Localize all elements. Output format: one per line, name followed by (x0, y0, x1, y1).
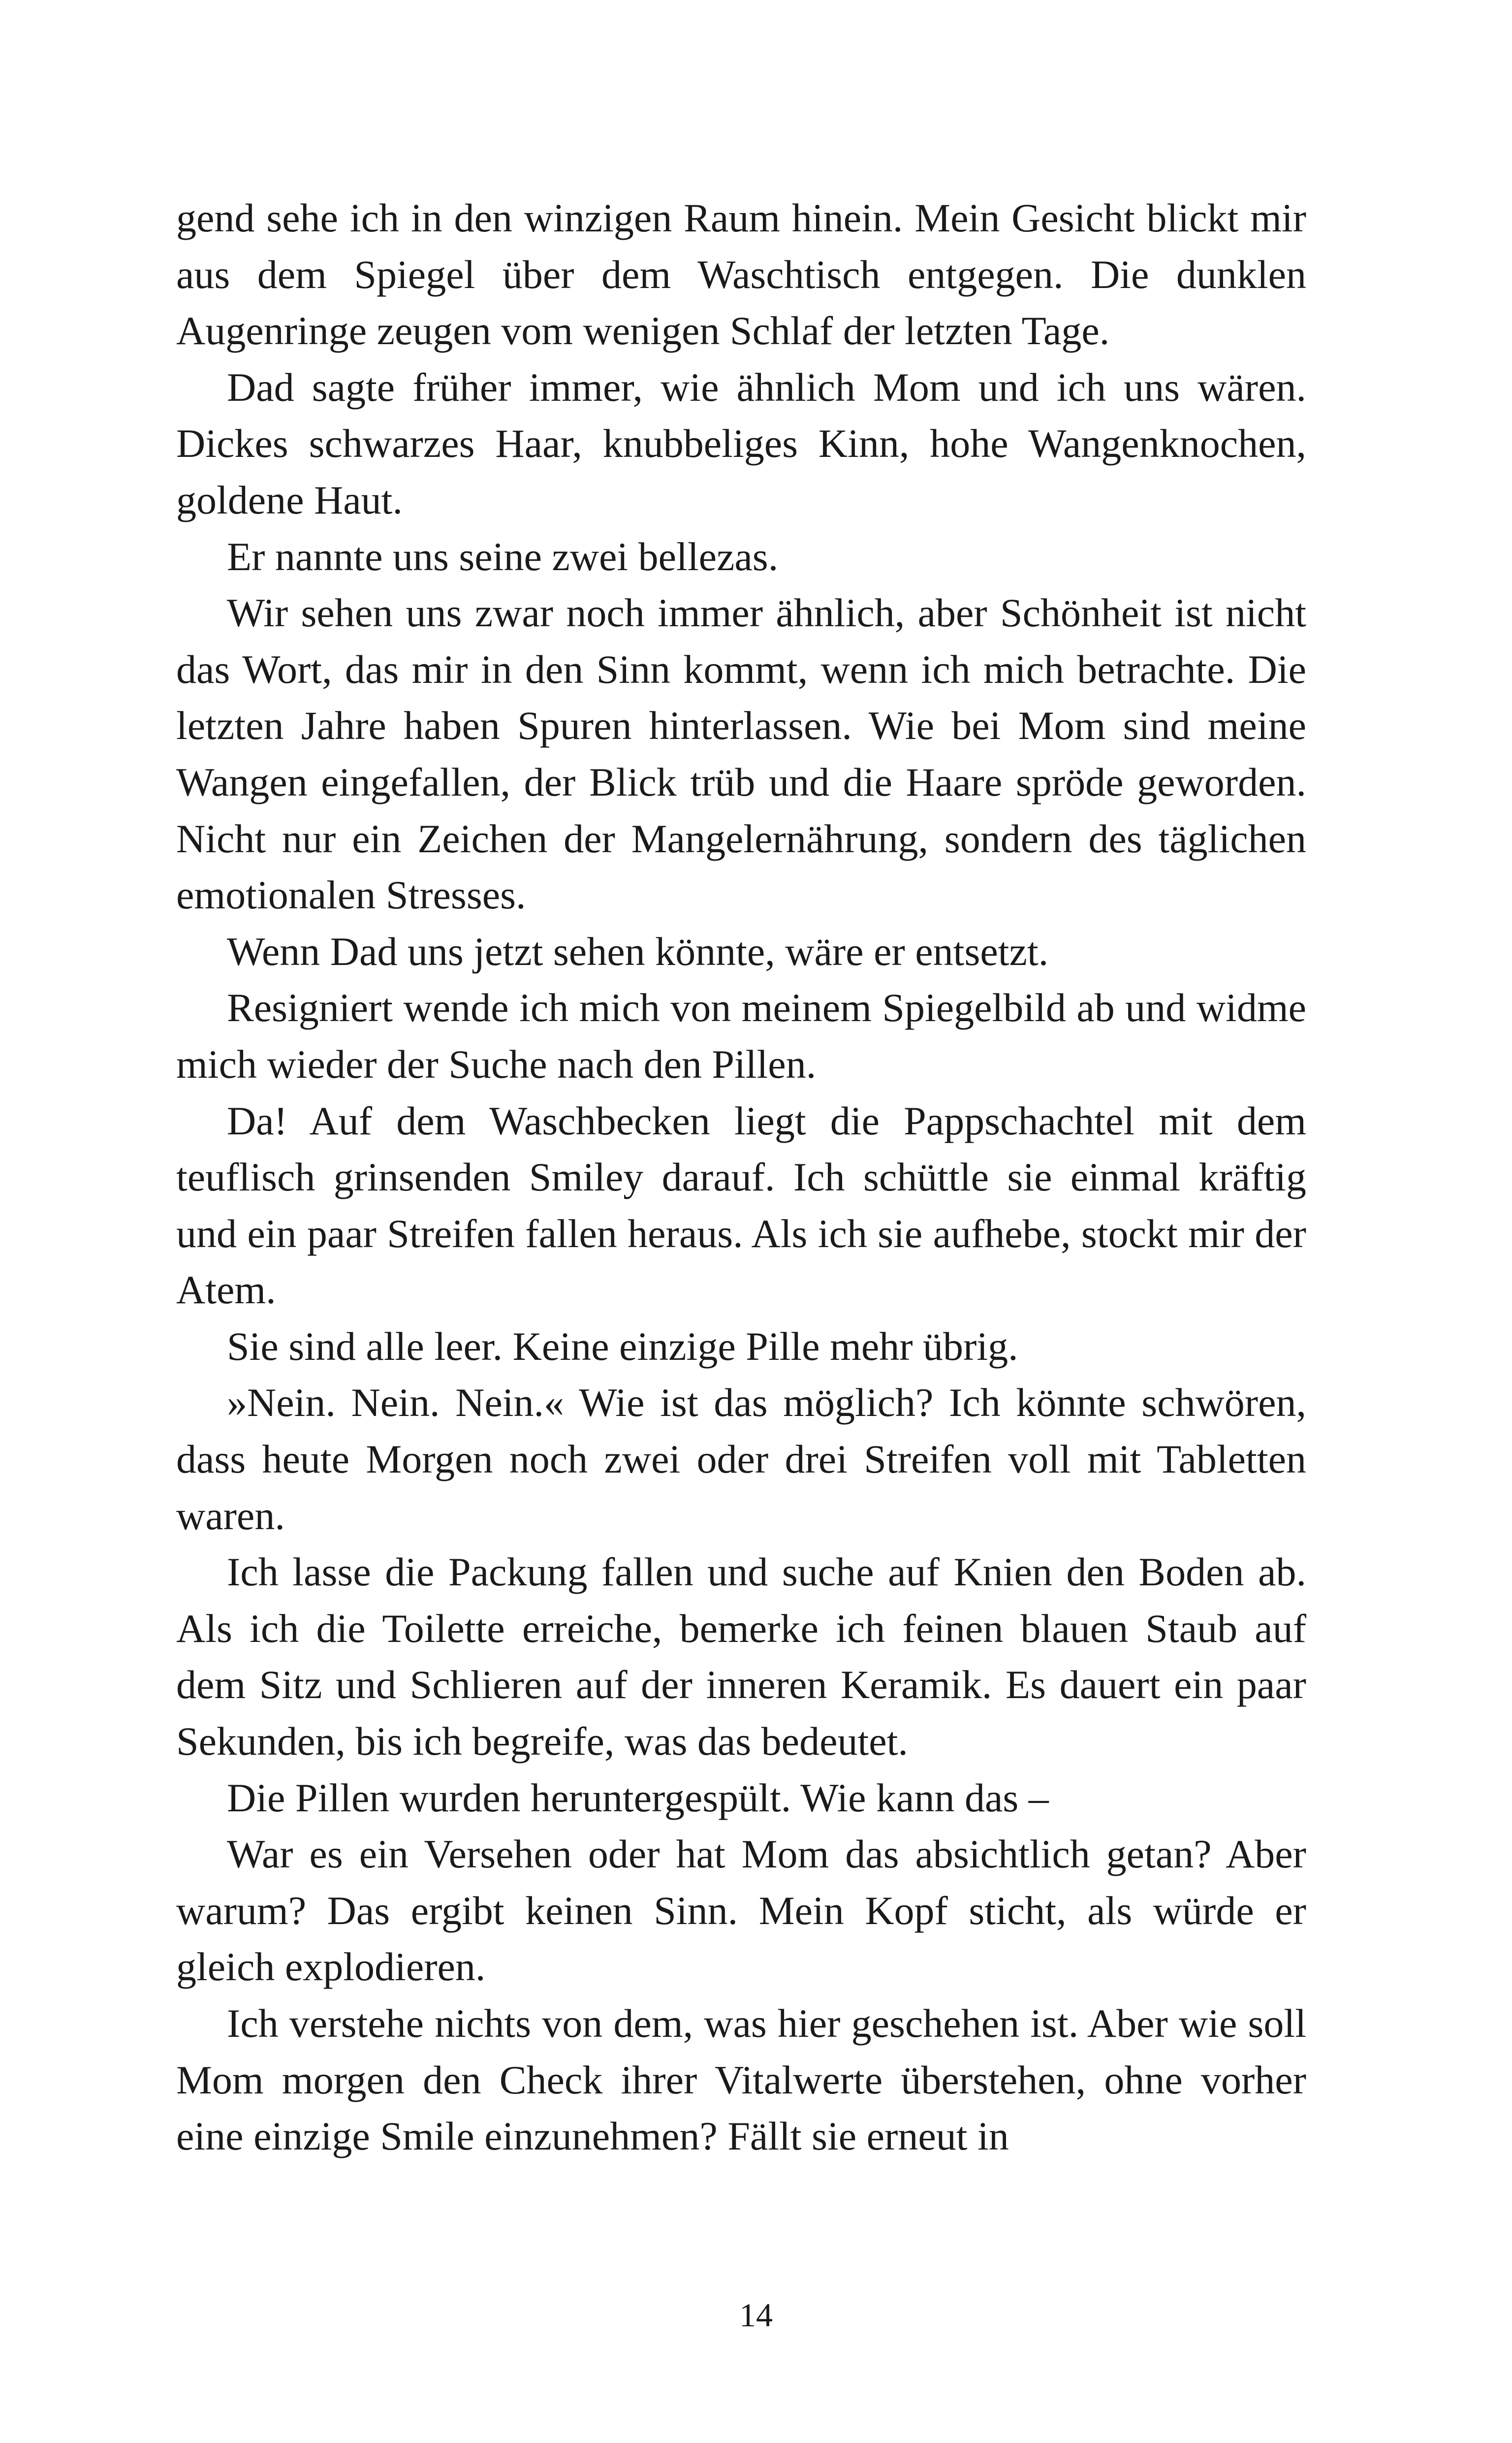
paragraph: Sie sind alle leer. Keine einzige Pille mehr übrig. (227, 1323, 1018, 1369)
paragraph: Da! Auf dem Waschbecken liegt die Pappschachtel mit dem teuflisch grinsenden Smiley darauf. Ich schüttle sie einmal kräftig und ein paar Streifen fallen heraus. Als ich sie aufhebe, stockt mir der Atem. (176, 1098, 1306, 1313)
paragraph: War es ein Versehen oder hat Mom das absichtlich getan? Aber warum? Das ergibt keinen Sinn. Mein Kopf sticht, als würde er gleich explodieren. (176, 1832, 1306, 1990)
paragraph: Wir sehen uns zwar noch immer ähnlich, aber Schönheit ist nicht das Wort, das mir in den Sinn kommt, wenn ich mich betrachte. Die letzten Jahre haben Spuren hinterlassen. Wie bei Mom sind meine Wangen eingefallen, der Blick trüb und die Haare spröde geworden. Nicht nur ein Zeichen der Mangelernährung, sondern des täglichen emotionalen Stresses. (176, 590, 1306, 918)
body-text (176, 190, 1306, 2165)
page-number: 14 (739, 2296, 773, 2334)
paragraph: Dad sagte früher immer, wie ähnlich Mom und ich uns wären. Dickes schwarzes Haar, knubbeliges Kinn, hohe Wangenknochen, goldene Haut. (176, 364, 1306, 522)
paragraph: Ich lasse die Packung fallen und suche auf Knien den Boden ab. Als ich die Toilette erreiche, bemerke ich feinen blauen Staub auf dem Sitz und Schlieren auf der inneren Keramik. Es dauert ein paar Sekunden, bis ich begreife, was das bedeutet. (176, 1549, 1306, 1764)
paragraph: Resigniert wende ich mich von meinem Spiegelbild ab und widme mich wieder der Suche nach den Pillen. (176, 985, 1306, 1087)
paragraph: Ich verstehe nichts von dem, was hier geschehen ist. Aber wie soll Mom morgen den Check ihrer Vitalwerte überstehen, ohne vorher eine einzige Smile einzunehmen? Fällt sie erneut in (176, 2001, 1306, 2159)
paragraph: Wenn Dad uns jetzt sehen könnte, wäre er entsetzt. (227, 929, 1049, 974)
paragraph: »Nein. Nein. Nein.« Wie ist das möglich? Ich könnte schwören, dass heute Morgen noch zwei oder drei Streifen voll mit Tabletten waren. (176, 1380, 1306, 1538)
paragraph: Die Pillen wurden heruntergespült. Wie kann das – (227, 1775, 1049, 1820)
paragraph: gend sehe ich in den winzigen Raum hinein. Mein Gesicht blickt mir aus dem Spiegel über dem Waschtisch entgegen. Die dunklen Augenringe zeugen vom wenigen Schlaf der letzten Tage. (176, 195, 1306, 354)
paragraph: Er nannte uns seine zwei bellezas. (227, 534, 779, 579)
